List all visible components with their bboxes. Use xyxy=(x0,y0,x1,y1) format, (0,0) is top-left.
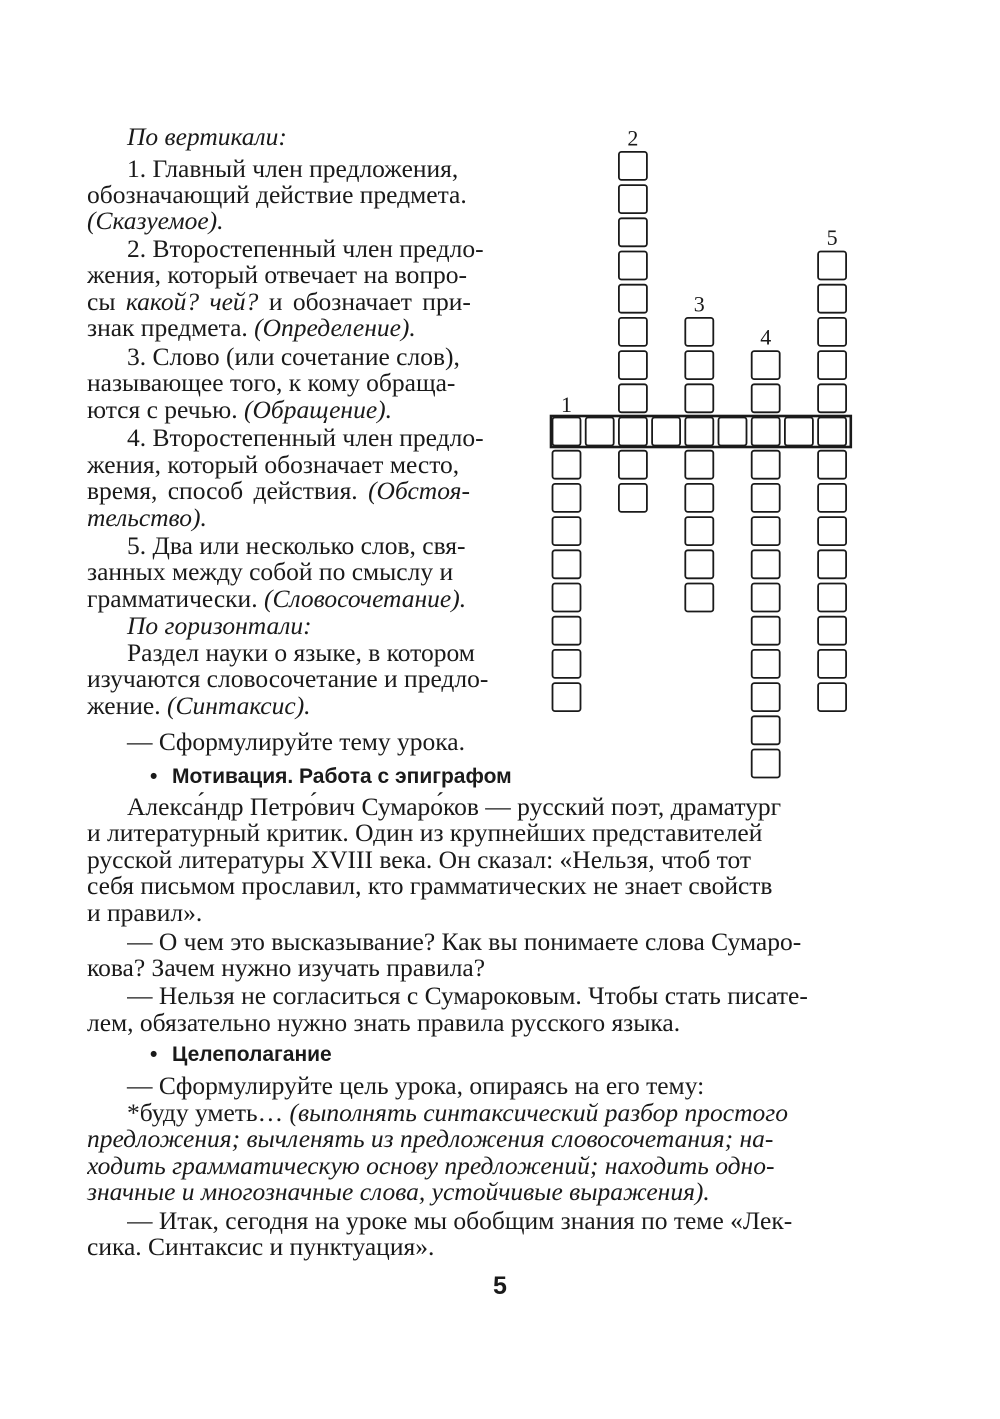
goal-p2-line1-pre: *буду уметь… xyxy=(127,1098,290,1127)
horizontal-line1: Раздел науки о языке, в котором xyxy=(127,638,475,667)
crossword-number-1: 1 xyxy=(561,392,572,417)
motivation-p1-line1: Алекса́ндр Петро́вич Сумаро́ков — русский поэт, драматург xyxy=(127,792,782,821)
motivation-p1-line5: и правил». xyxy=(87,898,203,927)
crossword-cell-vertical-4 xyxy=(752,750,780,778)
clue4-line2: жения, который обозначает место, xyxy=(87,450,460,479)
crossword-cell-vertical-1 xyxy=(553,517,581,545)
clue2-line2: жения, который отвечает на вопро- xyxy=(87,260,468,289)
page-number: 5 xyxy=(493,1272,507,1300)
crossword-cell-vertical-4 xyxy=(752,484,780,512)
crossword-cell-vertical-5 xyxy=(818,252,846,280)
crossword-cell-vertical-4 xyxy=(752,584,780,612)
goal-p3-line2: сика. Синтаксис и пунктуация». xyxy=(87,1232,435,1261)
crossword-cell-vertical-5 xyxy=(818,617,846,645)
clue3-line3-pre: ются с речью. xyxy=(87,395,244,424)
crossword-cell-vertical-5 xyxy=(818,484,846,512)
crossword-cell-horizontal xyxy=(685,418,713,446)
crossword-cell-vertical-3 xyxy=(685,318,713,346)
crossword-cell-horizontal xyxy=(619,418,647,446)
crossword-cell-vertical-1 xyxy=(553,617,581,645)
clue5-line1: 5. Два или несколько слов, свя- xyxy=(127,531,466,560)
motivation-p1-line4: себя письмом прославил, кто грамматических не знает свойств xyxy=(87,871,773,900)
clue4-line3-pre: время, способ действия. xyxy=(87,476,369,505)
crossword-number-5: 5 xyxy=(826,225,838,250)
crossword-cell-vertical-5 xyxy=(818,318,846,346)
clue1-line1: 1. Главный член предложения, xyxy=(127,154,459,183)
crossword-cell-vertical-4 xyxy=(752,650,780,678)
clue4-line1: 4. Второстепенный член предло- xyxy=(127,423,484,452)
section-motivation-title: Мотивация. Работа с эпиграфом xyxy=(172,765,512,788)
crossword-cell-vertical-2 xyxy=(619,451,647,479)
horizontal-line3-pre: жение. xyxy=(87,691,167,720)
crossword-cell-vertical-1 xyxy=(553,650,581,678)
clue3-line1: 3. Слово (или сочетание слов), xyxy=(127,342,460,371)
crossword-cell-vertical-4 xyxy=(752,683,780,711)
crossword-cell-vertical-2 xyxy=(619,185,647,213)
crossword-cell-horizontal xyxy=(719,418,747,446)
clue2-line3-post: и обозначает при- xyxy=(258,287,471,316)
task-topic: — Сформулируйте тему урока. xyxy=(127,727,465,756)
crossword-cell-horizontal xyxy=(553,418,581,446)
crossword-cell-vertical-4 xyxy=(752,617,780,645)
crossword-cell-vertical-3 xyxy=(685,384,713,412)
crossword-cell-vertical-2 xyxy=(619,218,647,246)
crossword-cell-vertical-2 xyxy=(619,152,647,180)
horizontal-answer: (Синтаксис). xyxy=(166,691,311,720)
motivation-p1-line2: и литературный критик. Один из крупнейших представителей xyxy=(87,818,763,847)
bullet-icon: • xyxy=(150,765,158,788)
clue2-question-words: какой? чей? xyxy=(125,287,259,316)
crossword-number-3: 3 xyxy=(693,291,705,317)
clue2-answer: (Определение). xyxy=(254,313,416,342)
crossword-cell-vertical-4 xyxy=(752,384,780,412)
crossword-cell-vertical-5 xyxy=(818,451,846,479)
clue4-answer-part2: тельство). xyxy=(87,503,207,532)
crossword-cell-vertical-4 xyxy=(752,451,780,479)
crossword-cell-vertical-3 xyxy=(685,484,713,512)
crossword-cell-vertical-1 xyxy=(553,451,581,479)
bullet-icon: • xyxy=(150,1043,158,1066)
crossword-cell-vertical-3 xyxy=(685,451,713,479)
crossword-cell-vertical-4 xyxy=(752,351,780,379)
crossword-cell-vertical-4 xyxy=(752,517,780,545)
clue4-answer-part1: (Обстоя- xyxy=(368,476,470,505)
crossword-cell-vertical-5 xyxy=(818,683,846,711)
crossword-number-2: 2 xyxy=(627,125,639,151)
clue2-line1: 2. Второстепенный член предло- xyxy=(127,234,484,263)
crossword-cell-horizontal xyxy=(652,418,680,446)
crossword-cell-horizontal xyxy=(586,418,614,446)
crossword-cell-vertical-2 xyxy=(619,351,647,379)
crossword-cell-vertical-5 xyxy=(818,650,846,678)
crossword-cell-vertical-2 xyxy=(619,318,647,346)
crossword-cell-vertical-1 xyxy=(553,683,581,711)
crossword-cell-vertical-2 xyxy=(619,384,647,412)
crossword-cell-horizontal xyxy=(752,418,780,446)
motivation-p3-line1: — Нельзя не согласиться с Сумароковым. Чтобы стать писате- xyxy=(127,981,808,1010)
crossword-cell-vertical-3 xyxy=(685,584,713,612)
motivation-p1-line3: русской литературы XVIII века. Он сказал: «Нельзя, чтоб тот xyxy=(87,845,752,874)
crossword-cell-vertical-5 xyxy=(818,285,846,313)
clue5-line3-pre: грамматически. xyxy=(87,584,264,613)
crossword-cell-vertical-2 xyxy=(619,285,647,313)
clue2-line3-pre: сы xyxy=(87,287,126,316)
crossword-cell-vertical-2 xyxy=(619,484,647,512)
motivation-p3-line2: лем, обязательно нужно знать правила русского языка. xyxy=(87,1008,681,1037)
crossword-cell-vertical-3 xyxy=(685,517,713,545)
clue1-answer: (Сказуемое). xyxy=(87,206,224,235)
crossword-cell-vertical-3 xyxy=(685,550,713,578)
crossword-cell-vertical-4 xyxy=(752,716,780,744)
crossword-cell-horizontal xyxy=(818,418,846,446)
crossword-cell-vertical-2 xyxy=(619,252,647,280)
crossword-cell-vertical-1 xyxy=(553,550,581,578)
goal-p1: — Сформулируйте цель урока, опираясь на его тему: xyxy=(127,1071,705,1100)
clue2-line4-pre: знак предмета. xyxy=(87,313,255,342)
goal-p2-line2: предложения; вычленять из предложения словосочетания; на- xyxy=(87,1124,774,1153)
crossword-cell-vertical-5 xyxy=(818,584,846,612)
crossword-cell-vertical-1 xyxy=(553,484,581,512)
vertical-heading: По вертикали: xyxy=(127,122,287,151)
crossword-cell-vertical-5 xyxy=(818,517,846,545)
goal-p2-line4: значные и многозначные слова, устойчивые выражения). xyxy=(87,1177,710,1206)
crossword-cell-vertical-5 xyxy=(818,351,846,379)
motivation-p2-line1: — О чем это высказывание? Как вы понимаете слова Сумаро- xyxy=(127,927,802,956)
motivation-p2-line2: кова? Зачем нужно изучать правила? xyxy=(87,953,486,982)
goal-p2-line1-italic: (выполнять синтаксический разбор простого xyxy=(289,1098,788,1127)
crossword-cell-vertical-5 xyxy=(818,384,846,412)
section-goal-heading xyxy=(150,1040,332,1070)
section-goal-title: Целеполагание xyxy=(172,1043,332,1066)
crossword-cell-vertical-3 xyxy=(685,351,713,379)
crossword-cell-horizontal xyxy=(785,418,813,446)
goal-p2-line3: ходить грамматическую основу предложений; находить одно- xyxy=(87,1151,775,1180)
crossword-cell-vertical-4 xyxy=(752,550,780,578)
clue3-answer: (Обращение). xyxy=(243,395,393,424)
crossword-number-4: 4 xyxy=(760,324,772,350)
crossword-cell-vertical-5 xyxy=(818,550,846,578)
horizontal-heading: По горизонтали: xyxy=(127,611,312,640)
clue5-line2: занных между собой по смыслу и xyxy=(87,557,454,586)
crossword-cell-vertical-1 xyxy=(553,584,581,612)
clue1-line2: обозначающий действие предмета. xyxy=(87,180,467,209)
clue3-line2: называющее того, к кому обраща- xyxy=(87,368,456,397)
clue5-answer: (Словосочетание). xyxy=(263,584,467,613)
goal-p3-line1: — Итак, сегодня на уроке мы обобщим знания по теме «Лек- xyxy=(127,1206,793,1235)
horizontal-line2: изучаются словосочетание и предло- xyxy=(87,664,489,693)
